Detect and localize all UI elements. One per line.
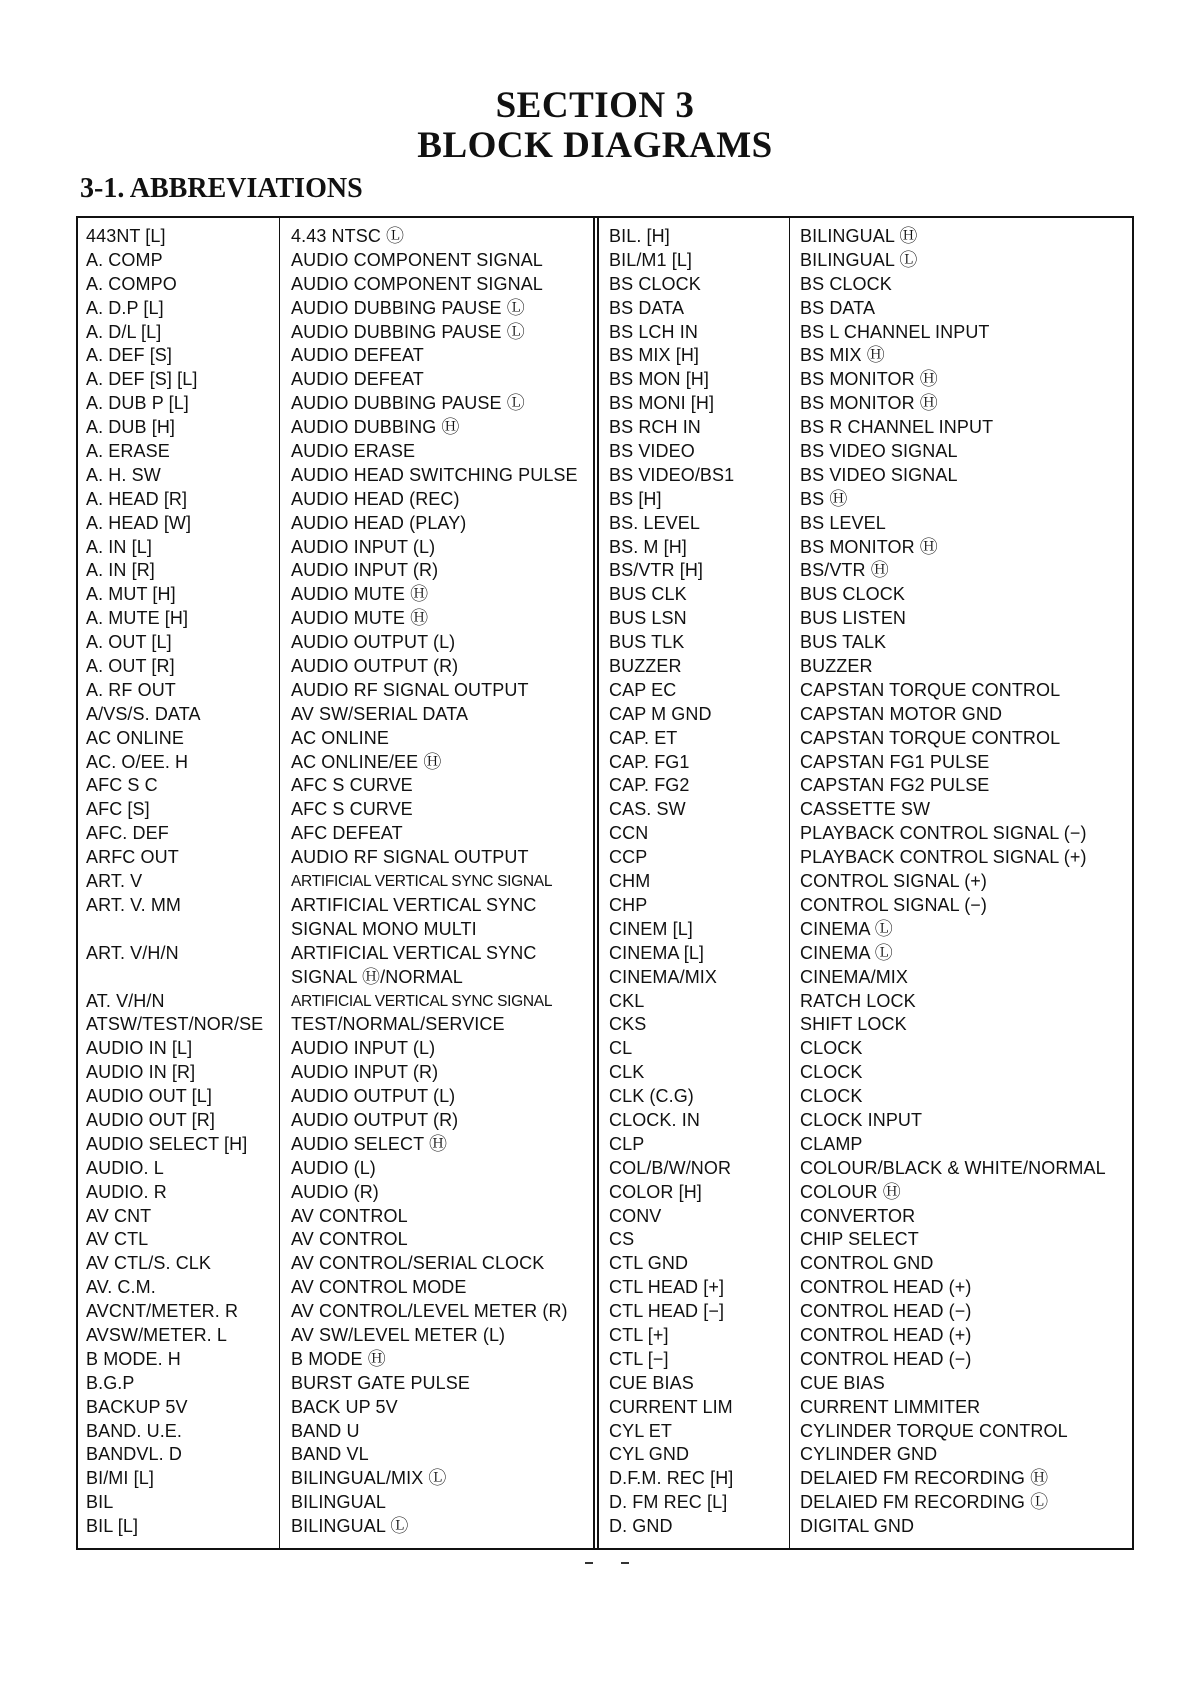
definition: BS VIDEO SIGNAL — [800, 464, 958, 485]
abbreviation: A. IN [R] — [86, 560, 155, 581]
definition: AC ONLINE — [291, 727, 389, 748]
definition: BS L CHANNEL INPUT — [800, 321, 990, 342]
definition: CLAMP — [800, 1133, 863, 1154]
abbreviation: A. ERASE — [86, 441, 170, 462]
definition: B MODE Ⓗ — [291, 1348, 386, 1369]
abbreviation: BIL [L] — [86, 1516, 139, 1537]
definition: AUDIO SELECT Ⓗ — [291, 1133, 448, 1154]
definition: BAND U — [291, 1420, 360, 1441]
definition: BURST GATE PULSE — [291, 1372, 470, 1393]
definition: AUDIO DUBBING PAUSE Ⓛ — [291, 393, 525, 414]
abbreviation: CINEM [L] — [609, 918, 693, 939]
abbreviation: AFC [S] — [86, 799, 150, 820]
definition: AUDIO HEAD SWITCHING PULSE — [291, 464, 578, 485]
definition: PLAYBACK CONTROL SIGNAL (+) — [800, 847, 1087, 868]
definition: ARTIFICIAL VERTICAL SYNC SIGNAL — [291, 992, 553, 1010]
abbreviation: ART. V/H/N — [86, 942, 179, 963]
abbreviation: A. DUB [H] — [86, 417, 176, 438]
double-column-divider — [593, 218, 599, 1548]
right-definition-column — [800, 225, 1106, 1539]
abbreviation: CONV — [609, 1205, 662, 1226]
abbreviation: BACKUP 5V — [86, 1396, 188, 1417]
page-title: BLOCK DIAGRAMS — [417, 125, 773, 166]
abbreviation: BUS LSN — [609, 608, 687, 629]
definition: BACK UP 5V — [291, 1396, 398, 1417]
abbreviation: BUS CLK — [609, 584, 687, 605]
definition: AC ONLINE/EE Ⓗ — [291, 751, 442, 772]
abbreviation: CCP — [609, 847, 648, 868]
definition: CAPSTAN TORQUE CONTROL — [800, 727, 1061, 748]
definition: AUDIO RF SIGNAL OUTPUT — [291, 847, 529, 868]
abbreviation: AVSW/METER. L — [86, 1324, 227, 1345]
abbreviation: CUE BIAS — [609, 1372, 694, 1393]
abbreviation: BUS TLK — [609, 632, 685, 653]
definition: BUZZER — [800, 656, 873, 677]
abbreviation: B.G.P — [86, 1372, 135, 1393]
abbreviation: AUDIO IN [R] — [86, 1062, 196, 1083]
abbreviation: A. RF OUT — [86, 679, 176, 700]
abbreviation: A. D/L [L] — [86, 321, 162, 342]
abbreviation: A. DUB P [L] — [86, 393, 189, 414]
abbreviation: A. COMPO — [86, 273, 177, 294]
abbreviation: CKL — [609, 990, 645, 1011]
abbreviation: CS — [609, 1229, 635, 1250]
definition: BUS TALK — [800, 632, 887, 653]
abbreviation: CKS — [609, 1014, 647, 1035]
definition: AUDIO DUBBING PAUSE Ⓛ — [291, 321, 525, 342]
definition: CONTROL HEAD (+) — [800, 1324, 972, 1345]
abbreviation: BS DATA — [609, 297, 685, 318]
abbreviation: AV CTL/S. CLK — [86, 1253, 212, 1274]
abbreviation: A. COMP — [86, 249, 163, 270]
definition: AUDIO INPUT (R) — [291, 560, 439, 581]
definition: TEST/NORMAL/SERVICE — [291, 1014, 505, 1035]
abbreviation: CAP. FG1 — [609, 751, 690, 772]
definition: AV SW/SERIAL DATA — [291, 703, 469, 724]
subsection-heading: 3-1. ABBREVIATIONS — [80, 173, 363, 204]
abbreviation: CTL GND — [609, 1253, 689, 1274]
definition: BILINGUAL Ⓛ — [800, 249, 918, 270]
definition: BS MIX Ⓗ — [800, 345, 885, 366]
definition: BILINGUAL Ⓛ — [291, 1516, 409, 1537]
definition: CAPSTAN FG1 PULSE — [800, 751, 990, 772]
abbreviation: AV CNT — [86, 1205, 152, 1226]
abbreviation: AT. V/H/N — [86, 990, 165, 1011]
definition: AUDIO DUBBING PAUSE Ⓛ — [291, 297, 525, 318]
abbreviation: AUDIO IN [L] — [86, 1038, 193, 1059]
abbreviation: CLK — [609, 1062, 645, 1083]
abbreviation: CYL GND — [609, 1444, 690, 1465]
definition: AUDIO HEAD (REC) — [291, 488, 460, 509]
abbreviation: A. OUT [L] — [86, 632, 172, 653]
abbreviation: CAP M GND — [609, 703, 712, 724]
definition: DELAIED FM RECORDING Ⓛ — [800, 1492, 1049, 1513]
abbreviation: A. HEAD [W] — [86, 512, 192, 533]
definition: AUDIO COMPONENT SIGNAL — [291, 249, 543, 270]
definition: AUDIO OUTPUT (R) — [291, 656, 459, 677]
abbreviation: AV. C.M. — [86, 1277, 156, 1298]
definition: BS MONITOR Ⓗ — [800, 393, 938, 414]
abbreviation: CYL ET — [609, 1420, 672, 1441]
abbreviation: AC. O/EE. H — [86, 751, 189, 772]
abbreviation: BAND. U.E. — [86, 1420, 183, 1441]
definition: AV CONTROL/LEVEL METER (R) — [291, 1301, 568, 1322]
definition: AUDIO DUBBING Ⓗ — [291, 417, 460, 438]
abbreviation: CAS. SW — [609, 799, 686, 820]
definition: BS/VTR Ⓗ — [800, 560, 889, 581]
definition: CONTROL SIGNAL (−) — [800, 894, 987, 915]
definition: AUDIO INPUT (R) — [291, 1062, 439, 1083]
definition: CLOCK INPUT — [800, 1109, 923, 1130]
definition: AV CONTROL — [291, 1229, 408, 1250]
abbreviation: CINEMA/MIX — [609, 966, 718, 987]
abbreviation: CCN — [609, 823, 649, 844]
abbreviation: AC ONLINE — [86, 727, 184, 748]
abbreviation: ARFC OUT — [86, 847, 179, 868]
abbreviation: AFC S C — [86, 775, 158, 796]
abbreviation: AV CTL — [86, 1229, 149, 1250]
definition: COLOUR/BLACK & WHITE/NORMAL — [800, 1157, 1106, 1178]
definition: CONTROL SIGNAL (+) — [800, 871, 987, 892]
abbreviation: BS MIX [H] — [609, 345, 700, 366]
abbreviation: A. MUTE [H] — [86, 608, 189, 629]
definition: AUDIO OUTPUT (L) — [291, 1086, 456, 1107]
definition: CLOCK — [800, 1038, 863, 1059]
definition: AV CONTROL MODE — [291, 1277, 467, 1298]
abbreviation: AUDIO. L — [86, 1157, 164, 1178]
definition: AUDIO (R) — [291, 1181, 379, 1202]
abbreviation: D. FM REC [L] — [609, 1492, 728, 1513]
abbreviation: CLK (C.G) — [609, 1086, 694, 1107]
abbreviation: AUDIO. R — [86, 1181, 167, 1202]
abbreviation: A. D.P [L] — [86, 297, 164, 318]
definition: CUE BIAS — [800, 1372, 885, 1393]
abbreviation: AFC. DEF — [86, 823, 169, 844]
definition: CONTROL HEAD (−) — [800, 1348, 972, 1369]
definition: DIGITAL GND — [800, 1516, 915, 1537]
definition: AUDIO INPUT (L) — [291, 1038, 436, 1059]
definition: PLAYBACK CONTROL SIGNAL (−) — [800, 823, 1087, 844]
abbreviation: BS/VTR [H] — [609, 560, 704, 581]
abbreviation: A. IN [L] — [86, 536, 152, 557]
abbreviation: BI/MI [L] — [86, 1468, 154, 1489]
abbreviation: CL — [609, 1038, 633, 1059]
abbreviation: BS VIDEO/BS1 — [609, 464, 735, 485]
definition: AV SW/LEVEL METER (L) — [291, 1324, 506, 1345]
definition: CONTROL GND — [800, 1253, 934, 1274]
abbreviation: BANDVL. D — [86, 1444, 182, 1465]
abbreviation: 443NT [L] — [86, 226, 166, 246]
left-definition-column — [291, 225, 578, 1539]
abbreviation: D.F.M. REC [H] — [609, 1468, 734, 1489]
abbreviation: AVCNT/METER. R — [86, 1301, 239, 1322]
definition: CYLINDER GND — [800, 1444, 938, 1465]
definition: BS MONITOR Ⓗ — [800, 536, 938, 557]
abbreviation: CTL [+] — [609, 1324, 669, 1345]
abbreviation: CAP. FG2 — [609, 775, 690, 796]
abbreviation: ATSW/TEST/NOR/SE — [86, 1014, 264, 1035]
abbreviation: COLOR [H] — [609, 1181, 702, 1202]
definition: CLOCK — [800, 1062, 863, 1083]
abbreviation: BS RCH IN — [609, 417, 701, 438]
section-number: SECTION 3 — [495, 85, 695, 126]
definition: CONTROL HEAD (+) — [800, 1277, 972, 1298]
definition: CONVERTOR — [800, 1205, 916, 1226]
definition: BILINGUAL Ⓗ — [800, 226, 918, 246]
definition: BS Ⓗ — [800, 488, 848, 509]
abbreviation: BIL — [86, 1492, 114, 1513]
definition: BAND VL — [291, 1444, 369, 1465]
definition: AV CONTROL — [291, 1205, 408, 1226]
abbreviation: BS VIDEO — [609, 441, 695, 462]
definition: AUDIO HEAD (PLAY) — [291, 512, 467, 533]
definition: 4.43 NTSC Ⓛ — [291, 226, 405, 246]
abbreviation: A/VS/S. DATA — [86, 703, 201, 724]
definition: AUDIO COMPONENT SIGNAL — [291, 273, 543, 294]
abbreviation: CLOCK. IN — [609, 1109, 700, 1130]
definition: CHIP SELECT — [800, 1229, 919, 1250]
definition: AFC DEFEAT — [291, 823, 403, 844]
definition: AUDIO DEFEAT — [291, 369, 424, 390]
page-number-mark — [585, 1562, 625, 1565]
abbreviation: A. HEAD [R] — [86, 488, 188, 509]
definition: CASSETTE SW — [800, 799, 931, 820]
definition: ARTIFICIAL VERTICAL SYNC — [291, 942, 537, 963]
definition: BS VIDEO SIGNAL — [800, 441, 958, 462]
definition: AFC S CURVE — [291, 775, 413, 796]
abbreviations-table — [76, 216, 1134, 1550]
abbreviation: A. DEF [S] — [86, 345, 173, 366]
definition: AUDIO OUTPUT (R) — [291, 1109, 459, 1130]
abbreviation: CLP — [609, 1133, 645, 1154]
definition: CURRENT LIMMITER — [800, 1396, 981, 1417]
definition: AUDIO (L) — [291, 1157, 376, 1178]
definition: BS R CHANNEL INPUT — [800, 417, 994, 438]
abbreviation: AUDIO OUT [L] — [86, 1086, 212, 1107]
abbreviation: CTL [−] — [609, 1348, 669, 1369]
abbreviation: BS [H] — [609, 488, 662, 509]
definition: AUDIO OUTPUT (L) — [291, 632, 456, 653]
definition: CINEMA Ⓛ — [800, 942, 893, 963]
abbreviation: BS CLOCK — [609, 273, 701, 294]
definition: SIGNAL MONO MULTI — [291, 918, 477, 939]
definition: AUDIO MUTE Ⓗ — [291, 584, 429, 605]
column-divider — [279, 218, 280, 1548]
abbreviation: ART. V. MM — [86, 894, 182, 915]
abbreviation: AUDIO SELECT [H] — [86, 1133, 248, 1154]
definition: CAPSTAN TORQUE CONTROL — [800, 679, 1061, 700]
definition: AUDIO ERASE — [291, 441, 416, 462]
abbreviation: B MODE. H — [86, 1348, 181, 1369]
definition: CONTROL HEAD (−) — [800, 1301, 972, 1322]
left-abbreviation-column — [86, 225, 263, 1539]
definition: BS LEVEL — [800, 512, 886, 533]
definition: CAPSTAN MOTOR GND — [800, 703, 1003, 724]
column-divider — [789, 218, 790, 1548]
abbreviation: ART. V — [86, 871, 143, 892]
abbreviation: CHP — [609, 894, 648, 915]
definition: AFC S CURVE — [291, 799, 413, 820]
abbreviation: CTL HEAD [+] — [609, 1277, 725, 1298]
definition: ARTIFICIAL VERTICAL SYNC — [291, 894, 537, 915]
definition: AUDIO MUTE Ⓗ — [291, 608, 429, 629]
abbreviation: CURRENT LIM — [609, 1396, 733, 1417]
abbreviation — [86, 966, 263, 990]
definition: CINEMA Ⓛ — [800, 918, 893, 939]
definition: BILINGUAL — [291, 1492, 386, 1513]
definition: SHIFT LOCK — [800, 1014, 907, 1035]
definition: COLOUR Ⓗ — [800, 1181, 901, 1202]
abbreviation: BIL/M1 [L] — [609, 249, 693, 270]
abbreviation: BS LCH IN — [609, 321, 698, 342]
definition: BUS CLOCK — [800, 584, 905, 605]
abbreviation: A. DEF [S] [L] — [86, 369, 198, 390]
abbreviation: AUDIO OUT [R] — [86, 1109, 215, 1130]
definition: CINEMA/MIX — [800, 966, 909, 987]
definition: AV CONTROL/SERIAL CLOCK — [291, 1253, 545, 1274]
abbreviation: CINEMA [L] — [609, 942, 705, 963]
abbreviation: BS. LEVEL — [609, 512, 700, 533]
definition: CLOCK — [800, 1086, 863, 1107]
definition: BS MONITOR Ⓗ — [800, 369, 938, 390]
abbreviation: BS. M [H] — [609, 536, 687, 557]
right-abbreviation-column — [609, 225, 734, 1539]
abbreviation: CHM — [609, 871, 651, 892]
definition: RATCH LOCK — [800, 990, 916, 1011]
definition: BUS LISTEN — [800, 608, 907, 629]
abbreviation: A. H. SW — [86, 464, 161, 485]
abbreviation — [86, 918, 263, 942]
definition: AUDIO RF SIGNAL OUTPUT — [291, 679, 529, 700]
definition: CYLINDER TORQUE CONTROL — [800, 1420, 1068, 1441]
definition: CAPSTAN FG2 PULSE — [800, 775, 990, 796]
definition: AUDIO INPUT (L) — [291, 536, 436, 557]
abbreviation: CAP. ET — [609, 727, 678, 748]
abbreviation: BIL. [H] — [609, 226, 670, 246]
abbreviation: COL/B/W/NOR — [609, 1157, 732, 1178]
abbreviation: BUZZER — [609, 656, 682, 677]
abbreviation: BS MONI [H] — [609, 393, 715, 414]
abbreviation: CAP EC — [609, 679, 677, 700]
definition: DELAIED FM RECORDING Ⓗ — [800, 1468, 1049, 1489]
definition: ARTIFICIAL VERTICAL SYNC SIGNAL — [291, 873, 553, 891]
abbreviation: BS MON [H] — [609, 369, 710, 390]
abbreviation: A. OUT [R] — [86, 656, 175, 677]
abbreviation: A. MUT [H] — [86, 584, 176, 605]
definition: SIGNAL Ⓗ/NORMAL — [291, 966, 463, 987]
definition: BILINGUAL/MIX Ⓛ — [291, 1468, 447, 1489]
definition: BS DATA — [800, 297, 876, 318]
definition: AUDIO DEFEAT — [291, 345, 424, 366]
definition: BS CLOCK — [800, 273, 892, 294]
abbreviation: D. GND — [609, 1516, 673, 1537]
abbreviation: CTL HEAD [−] — [609, 1301, 725, 1322]
